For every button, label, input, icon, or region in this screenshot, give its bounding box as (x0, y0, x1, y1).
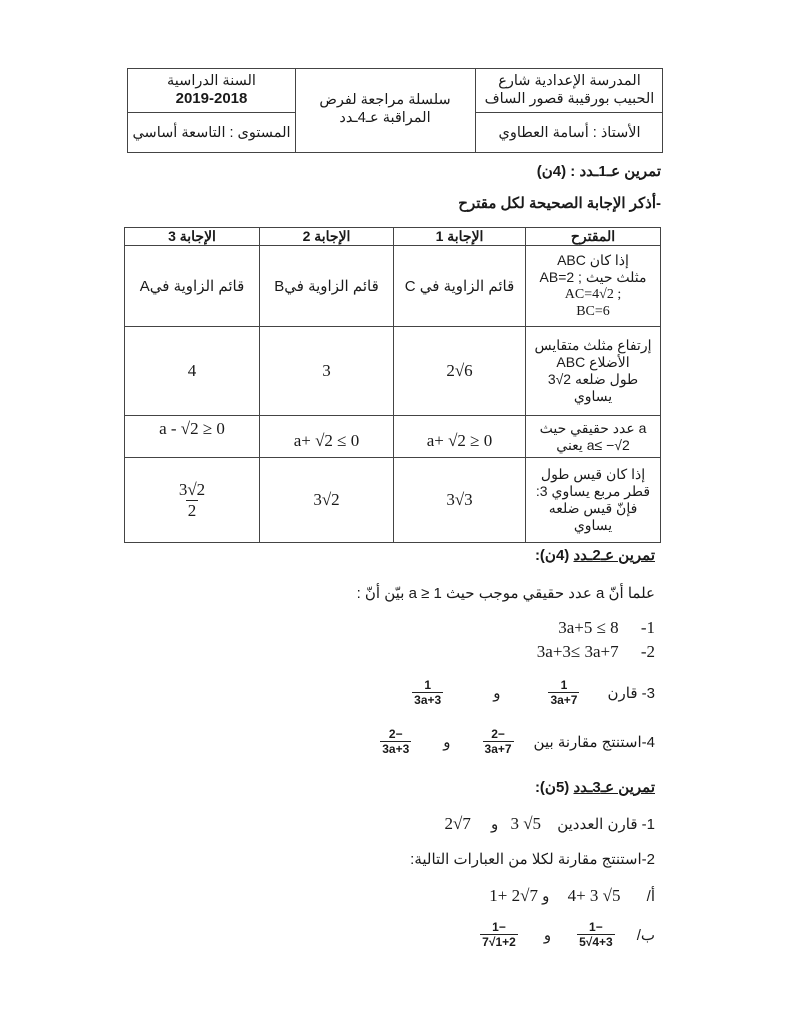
fraction-denominator: 2 (187, 500, 197, 520)
proposal-line: a عدد حقيقي حيث (539, 419, 647, 436)
exercise3-title-text: تمرين عـ3ـدد (573, 779, 655, 796)
fraction (483, 727, 514, 756)
conjunction: و (491, 816, 499, 833)
item-label: 4-استنتج مقارنة بين (533, 733, 655, 751)
exercise1-title: تمرين عـ1ـدد : (4ن) (536, 163, 661, 180)
item-number: -2 (640, 642, 655, 661)
school-year-value: 2019-2018 (175, 90, 248, 107)
proposal-cell (526, 458, 660, 542)
answer-cell[interactable]: قائم الزاوية في C (404, 278, 515, 295)
school-year (128, 72, 295, 108)
proposal-line: إذا كان ABC (557, 252, 629, 268)
item-expression: 3 √5 (510, 814, 542, 833)
fraction (177, 480, 207, 521)
proposal-cell (526, 327, 660, 415)
header-divider (295, 69, 296, 152)
header-divider (128, 112, 295, 113)
fraction-denominator: 3a+3 (382, 742, 410, 756)
exercise2-item-4 (380, 727, 655, 756)
quiz-table (124, 227, 661, 543)
exercise3-points: (5ن): (534, 779, 574, 796)
conjunction: و (443, 733, 451, 751)
proposal-line: يساوي (573, 388, 613, 404)
school-name (477, 72, 662, 108)
header-divider (475, 69, 476, 152)
answer-cell[interactable]: 3 (322, 361, 331, 380)
proposal-line: BC=6 (576, 304, 610, 319)
fraction-numerator: −2 (491, 727, 505, 741)
item-label: 1- قارن العددين (557, 816, 655, 833)
fraction (577, 920, 615, 949)
item-number: -1 (640, 618, 655, 637)
item-expression: 1+ 2√7 (489, 886, 538, 905)
answer-cell[interactable]: 3√2 (313, 490, 340, 509)
answer-cell[interactable]: 4 (187, 361, 197, 380)
answer-cell[interactable]: قائم الزاوية فيB (274, 278, 379, 295)
header-answer-3: الإجابة 3 (168, 228, 216, 244)
header-divider (475, 112, 662, 113)
exercise3-part-a (489, 886, 655, 906)
exercise2-item-2 (537, 642, 655, 662)
class-level: المستوى : التاسعة أساسي (132, 125, 291, 141)
proposal-line: الأضلاع ABC (556, 354, 630, 370)
proposal-line: طول ضلعه 2√3 (547, 371, 639, 387)
exercise3-item-1 (445, 814, 656, 834)
item-expression: 2√7 (444, 814, 471, 833)
answer-cell[interactable]: 2√6 (446, 361, 473, 380)
proposal-line: قطر مربع يساوي 3: (535, 483, 651, 499)
answer-cell[interactable] (125, 458, 259, 542)
fraction-denominator: 3a+7 (484, 742, 512, 756)
answer-cell[interactable]: a - √2 ≥ 0 (159, 419, 225, 438)
fraction (480, 920, 518, 949)
teacher-name: الأستاذ : أسامة العطاوي (498, 125, 641, 141)
series-title-line2: المراقبة عـ4ـدد (339, 110, 431, 126)
proposal-cell (526, 246, 660, 326)
item-expression: 3a+3≤ 3a+7 (536, 642, 619, 661)
proposal-line: إذا كان قيس طول (540, 466, 646, 482)
series-title-line1: سلسلة مراجعة لفرض (319, 92, 451, 108)
answer-cell[interactable]: قائم الزاوية فيA (139, 278, 245, 295)
header-table (127, 68, 663, 153)
exercise3-title (535, 778, 655, 796)
fraction-numerator: −1 (589, 920, 603, 934)
header-answer-2: الإجابة 2 (302, 228, 351, 244)
exercise1-instruction: -أذكر الإجابة الصحيحة لكل مقترح (458, 195, 661, 212)
header-proposal: المقترح (570, 228, 616, 244)
fraction-numerator: −1 (492, 920, 506, 934)
exercise2-intro: علما أنّ a عدد حقيقي موجب حيث 1 ≤ a بيّن أنّ : (356, 585, 655, 602)
fraction (548, 678, 579, 707)
fraction (380, 727, 411, 756)
proposal-line: إرتفاع مثلث متقايس (534, 337, 652, 353)
proposal-line: AC=4√2 ; (564, 287, 622, 302)
fraction-denominator: 3a+3 (414, 693, 442, 707)
exercise2-title-text: تمرين عـ2ـدد (573, 547, 655, 564)
answer-cell[interactable]: a+ √2 ≤ 0 (293, 430, 360, 450)
proposal-cell (526, 416, 660, 457)
answer-cell[interactable]: 3√3 (446, 490, 473, 509)
conjunction: و (542, 888, 550, 905)
fraction-numerator: 1 (560, 678, 568, 692)
school-year-label: السنة الدراسية (167, 73, 256, 89)
fraction-numerator: 1 (424, 678, 432, 692)
fraction (412, 678, 443, 707)
exercise2-points: (4ن): (534, 547, 574, 564)
fraction-denominator: 3a+7 (550, 693, 578, 707)
proposal-line: مثلث حيث ; AB=2 (539, 269, 647, 285)
exercise2-title (535, 546, 655, 564)
school-name-line1: المدرسة الإعدادية شارع (498, 73, 641, 89)
part-label: ب/ (636, 926, 655, 944)
exercise2-item-1 (558, 618, 655, 638)
exercise2-item-3 (412, 678, 655, 707)
conjunction: و (493, 684, 501, 702)
fraction-denominator: 4+3√5 (579, 935, 613, 949)
series-title (297, 91, 473, 127)
item-expression: 4+ 3 √5 (567, 886, 621, 905)
item-label: 3- قارن (607, 684, 655, 702)
part-label: أ/ (646, 888, 655, 905)
item-expression: 3a+5 ≤ 8 (558, 618, 619, 637)
fraction-numerator: 3√2 (178, 479, 206, 499)
proposal-line: a≤ −√2 يعني (556, 436, 630, 453)
fraction-denominator: 1+2√7 (482, 935, 516, 949)
school-name-line2: الحبيب بورقيبة قصور الساف (484, 91, 655, 107)
header-answer-1: الإجابة 1 (435, 228, 484, 244)
fraction-numerator: −2 (388, 727, 403, 741)
exercise3-item-2: 2-استنتج مقارنة لكلا من العبارات التالية: (410, 851, 655, 868)
exercise3-part-b (480, 920, 655, 949)
proposal-line: فإنّ قيس ضلعه (548, 500, 638, 516)
conjunction: و (543, 926, 552, 944)
proposal-line: يساوي (573, 517, 613, 533)
answer-cell[interactable]: a+ √2 ≥ 0 (426, 430, 493, 450)
